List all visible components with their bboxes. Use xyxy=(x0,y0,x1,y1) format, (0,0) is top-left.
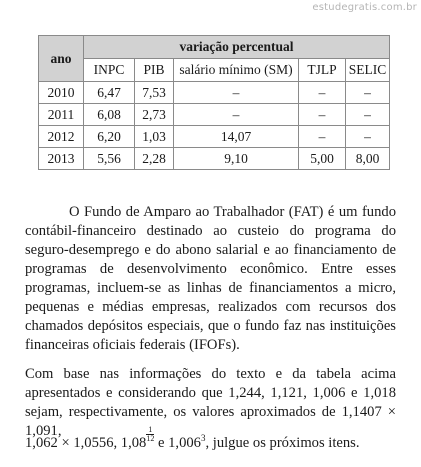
cell-inpc: 6,47 xyxy=(84,82,135,104)
cell-inpc: 6,20 xyxy=(84,126,135,148)
cell-selic: – xyxy=(346,126,390,148)
table-row xyxy=(39,104,390,126)
paragraph-text: O Fundo de Amparo ao Trabalhador (FAT) é um fundo contábil-financeiro destinado ao custeio do programa do seguro-desemprego e do abono salarial e ao financiamento de programas de desenvolvimento econômico. Entre esses programas, incluem-se as linhas de financiamentos a micro, pequenas e médias empresas, realizados com recursos dos chamados depósitos especiais, que o fundo faz nas instituições financeiras oficiais federais (IFOFs). xyxy=(25,204,396,353)
cell-year: 2013 xyxy=(39,148,84,170)
cell-pib: 2,28 xyxy=(135,148,174,170)
cell-pib: 1,03 xyxy=(135,126,174,148)
cell-minimum-wage: – xyxy=(174,82,299,104)
formula-part-3: , julgue os próximos itens. xyxy=(205,435,360,451)
cell-selic: – xyxy=(346,104,390,126)
cell-tjlp: – xyxy=(299,82,346,104)
cell-inpc: 6,08 xyxy=(84,104,135,126)
fat-description-paragraph xyxy=(25,203,396,355)
cell-year: 2011 xyxy=(39,104,84,126)
cell-year: 2012 xyxy=(39,126,84,148)
fraction-denominator: 12 xyxy=(146,434,155,443)
cell-year: 2010 xyxy=(39,82,84,104)
formula-line xyxy=(25,426,360,452)
table-row xyxy=(39,148,390,170)
column-header-inpc: INPC xyxy=(84,59,135,82)
cell-pib: 2,73 xyxy=(135,104,174,126)
paragraph-text: Com base nas informações do texto e da tabela acima apresentados e considerando que 1,244, 1,121, 1,006 e 1,018 sejam, respectivamente, os valores aproximados de 1,1407 × 1,091, xyxy=(25,366,396,439)
formula-part-1: 1,062 × 1,0556, 1,08 xyxy=(25,435,147,451)
column-header-tjlp: TJLP xyxy=(299,59,346,82)
cell-selic: 8,00 xyxy=(346,148,390,170)
column-header-minimum-wage: salário mínimo (SM) xyxy=(174,59,299,82)
header-year: ano xyxy=(39,36,84,82)
cell-tjlp: 5,00 xyxy=(299,148,346,170)
cube-exponent: 3 xyxy=(200,433,206,444)
site-watermark: estudegratis.com.br xyxy=(312,2,417,13)
cell-pib: 7,53 xyxy=(135,82,174,104)
table-row xyxy=(39,82,390,104)
formula-part-2: e 1,006 xyxy=(154,435,201,451)
cell-minimum-wage: 9,10 xyxy=(174,148,299,170)
column-header-pib: PIB xyxy=(135,59,174,82)
cell-tjlp: – xyxy=(299,104,346,126)
cell-inpc: 5,56 xyxy=(84,148,135,170)
cell-tjlp: – xyxy=(299,126,346,148)
economic-indicators-table xyxy=(38,35,390,170)
header-variation: variação percentual xyxy=(84,36,390,59)
cell-selic: – xyxy=(346,82,390,104)
table-row xyxy=(39,126,390,148)
cell-minimum-wage: 14,07 xyxy=(174,126,299,148)
cell-minimum-wage: – xyxy=(174,104,299,126)
fraction-numerator: 1 xyxy=(148,425,153,434)
column-header-selic: SELIC xyxy=(346,59,390,82)
